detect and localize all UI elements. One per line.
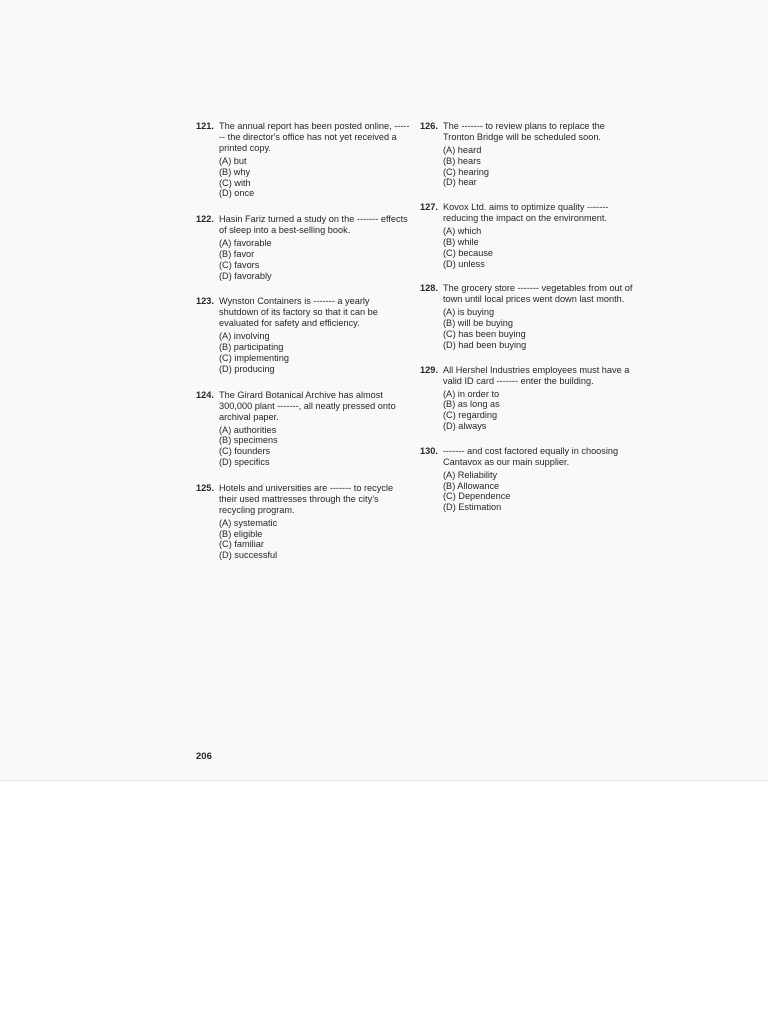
question-125 (196, 483, 411, 561)
option-d: (D) Estimation (443, 502, 502, 513)
option-a: (A) systematic (219, 517, 278, 528)
question-126 (420, 121, 635, 188)
option-d: (D) unless (443, 258, 485, 269)
option-a: (A) Reliability (443, 469, 498, 480)
question-number: 121. (196, 121, 214, 131)
option-b: (B) favor (219, 248, 255, 259)
option-a: (A) in order to (443, 388, 500, 399)
option-d: (D) always (443, 420, 487, 431)
option-c: (C) familiar (219, 539, 264, 550)
question-text: The annual report has been posted online, ------- the director's office has not yet received a printed copy. (219, 121, 410, 153)
option-d: (D) favorably (219, 270, 272, 281)
option-a: (A) is buying (443, 307, 495, 318)
option-c: (C) implementing (219, 352, 289, 363)
question-number: 128. (420, 283, 438, 294)
question-text: Hotels and universities are ------- to recycle their used mattresses through the city's recycling program. (219, 482, 394, 515)
question-123 (196, 296, 411, 374)
question-number: 124. (196, 389, 214, 400)
question-number: 126. (420, 121, 438, 131)
option-c: (C) founders (219, 446, 271, 457)
option-d: (D) once (219, 188, 255, 199)
option-a: (A) involving (219, 331, 270, 342)
option-c: (C) with (219, 177, 251, 188)
option-c: (C) hearing (443, 166, 489, 177)
question-number: 123. (196, 296, 214, 307)
question-text: The ------- to review plans to replace the Tronton Bridge will be scheduled soon. (443, 121, 605, 142)
option-b: (B) specimens (219, 435, 278, 446)
option-c: (C) Dependence (443, 491, 511, 502)
question-number: 130. (420, 445, 438, 456)
option-c: (C) has been buying (443, 328, 526, 339)
question-121 (196, 121, 411, 199)
question-number: 129. (420, 364, 438, 375)
option-a: (A) which (443, 226, 482, 237)
question-130 (420, 446, 635, 513)
question-text: ------- and cost factored equally in choosing Cantavox as our main supplier. (443, 445, 619, 467)
question-text: Wynston Containers is ------- a yearly shutdown of its factory so that it can be evaluated for safety and efficiency. (219, 296, 378, 329)
question-text: Kovox Ltd. aims to optimize quality ------- reducing the impact on the environment. (443, 202, 609, 224)
option-b: (B) why (219, 166, 251, 177)
option-b: (B) participating (219, 342, 284, 353)
question-127 (420, 202, 635, 269)
option-d: (D) successful (219, 550, 278, 561)
option-a: (A) favorable (219, 238, 272, 249)
right-column (420, 121, 635, 527)
question-text: All Hershel Industries employees must have a valid ID card ------- enter the building. (443, 364, 630, 386)
option-d: (D) hear (443, 177, 477, 188)
question-124 (196, 390, 411, 468)
option-c: (C) favors (219, 259, 260, 270)
option-b: (B) as long as (443, 399, 500, 410)
question-122 (196, 214, 411, 281)
question-128 (420, 283, 635, 350)
option-a: (A) but (219, 156, 247, 166)
page-number: 206 (196, 751, 212, 762)
option-c: (C) because (443, 247, 494, 258)
question-text: Hasin Fariz turned a study on the ------- effects of sleep into a best-selling book. (219, 214, 408, 236)
question-text: The Girard Botanical Archive has almost 300,000 plant -------, all neatly pressed onto archival paper. (219, 389, 396, 422)
option-b: (B) Allowance (443, 480, 500, 491)
option-d: (D) producing (219, 363, 275, 374)
option-b: (B) hears (443, 155, 481, 166)
option-b: (B) while (443, 236, 479, 247)
left-column (196, 121, 411, 576)
question-129 (420, 365, 635, 432)
question-number: 125. (196, 482, 214, 493)
question-number: 122. (196, 214, 214, 225)
option-d: (D) specifics (219, 456, 270, 467)
option-a: (A) heard (443, 145, 482, 155)
option-b: (B) eligible (219, 528, 263, 539)
question-number: 127. (420, 202, 438, 213)
option-d: (D) had been buying (443, 339, 527, 350)
option-a: (A) authorities (219, 424, 277, 435)
question-text: The grocery store ------- vegetables from out of town until local prices went down last month. (443, 283, 633, 305)
option-c: (C) regarding (443, 410, 498, 421)
option-b: (B) will be buying (443, 318, 513, 329)
